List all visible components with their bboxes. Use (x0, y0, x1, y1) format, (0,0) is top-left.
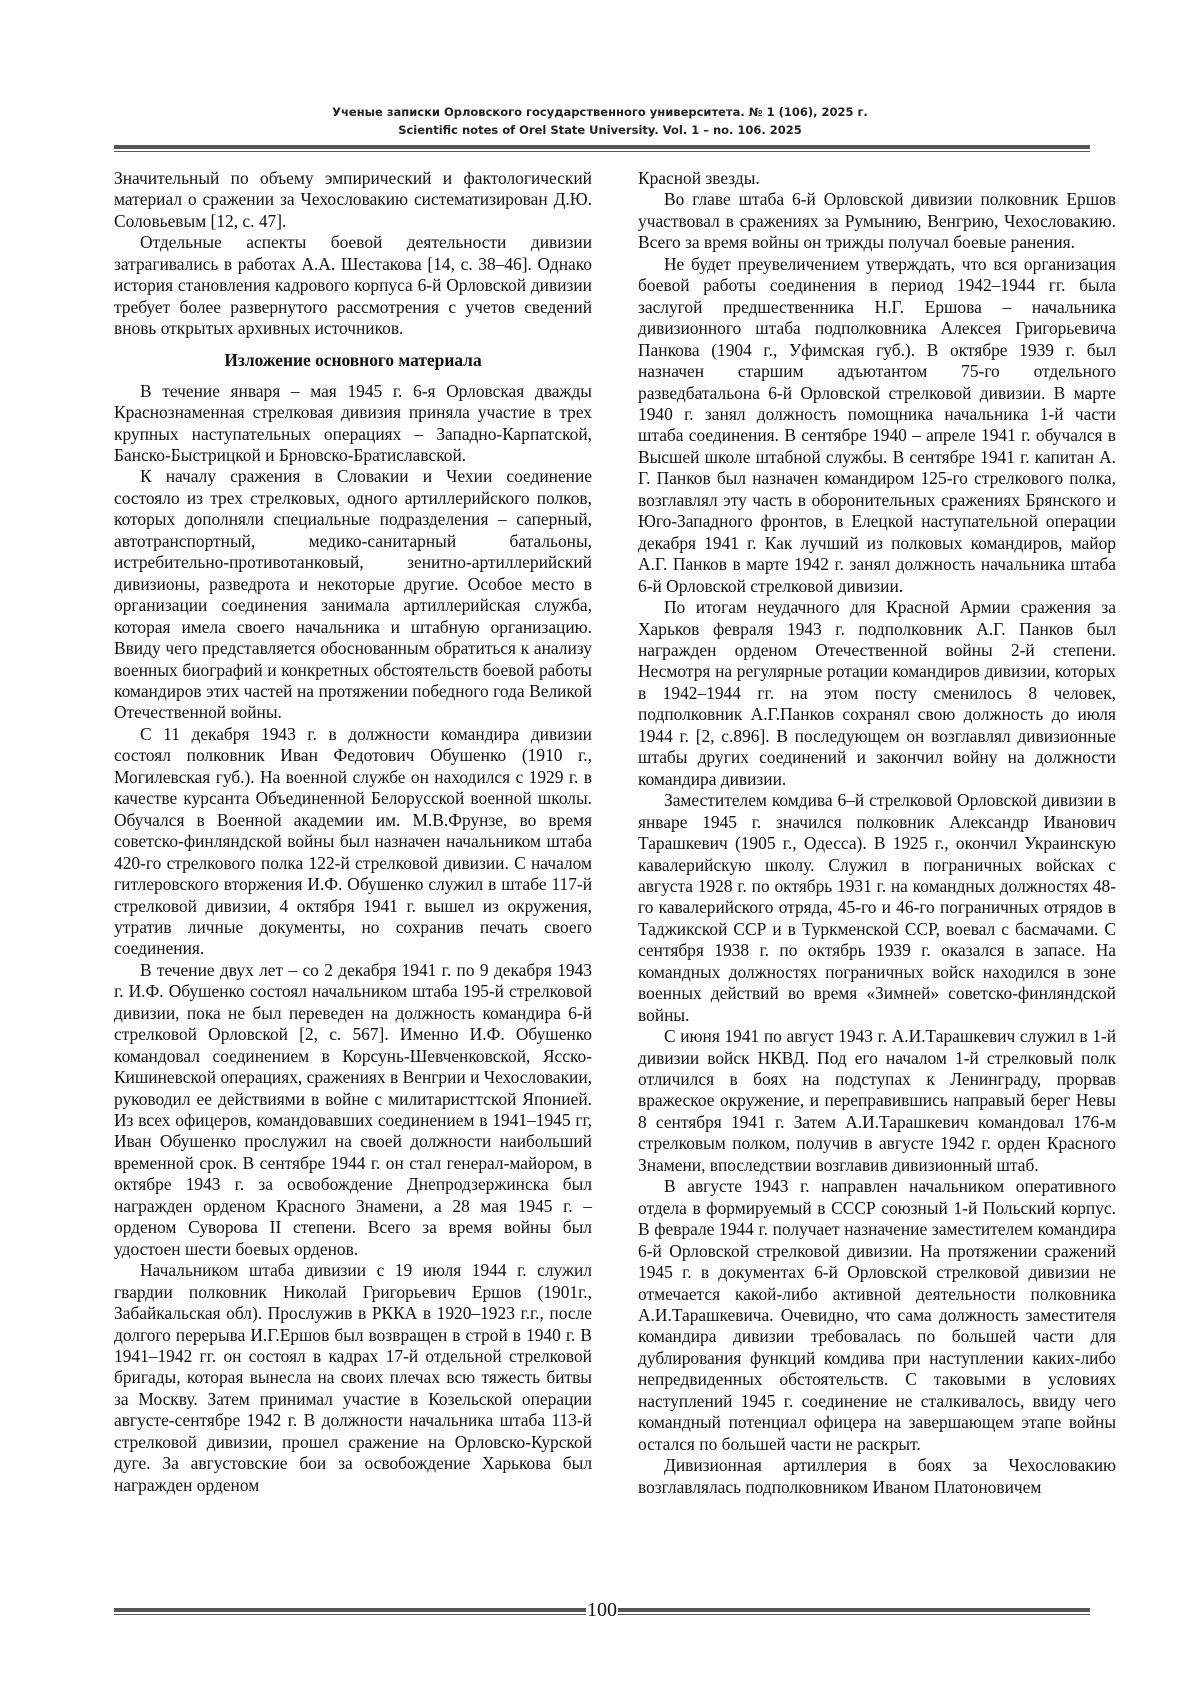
footer-rule-right-thin (618, 1614, 1090, 1615)
paragraph: В течение двух лет – со 2 декабря 1941 г. по 9 декабря 1943 г. И.Ф. Обушенко состоял начальником штаба 195-й стрелковой дивизии, пока не был переведен на должность командира 6-й стрелковой Орловской [2, с. 567]. Именно И.Ф. Обушенко командовал соединением в Корсунь-Шевченковской, Ясско-Кишиневской операциях, сражениях в Венгрии и Чехословакии, руководил ее действиями в войне с милитаристтской Японией. Из всех офицеров, командовавших соединением в 1941–1945 гг, Иван Обушенко прослужил на своей должности наибольший временной срок. В сентябре 1944 г. он стал генерал-майором, в октябре 1943 г. за освобождение Днепродзержинска был награжден орденом Красного Знамени, а 28 мая 1945 г. – орденом Суворова II степени. Всего за время войны был удостоен шести боевых орденов. (114, 959, 592, 1259)
paragraph: Не будет преувеличением утверждать, что вся организация боевой работы соединения в период 1942–1944 гг. была заслугой предшественника Н.Г. Ершова – начальника дивизионного штаба подполковника Алексея Григорьевича Панкова (1904 г., Уфимская губ.). В октябре 1939 г. был назначен старшим адъютантом 75-го отдельного разведбатальона 6-й Орловской стрелковой дивизии. В марте 1940 г. занял должность помощника начальника 1-й части штаба соединения. В сентябре 1940 – апреле 1941 г. обучался в Высшей школе штабной службы. В сентябре 1941 г. капитан А. Г. Панков был назначен командиром 125-го стрелкового полка, возглавлял эту часть в оборонительных сражениях Брянского и Юго-Западного фронтов, в Елецкой наступательной операции декабря 1941 г. Как лучший из полковых командиров, майор А.Г. Панков в марте 1942 г. занял должность начальника штаба 6-й Орловской стрелковой дивизии. (638, 253, 1116, 596)
paragraph: С 11 декабря 1943 г. в должности командира дивизии состоял полковник Иван Федотович Обушенко (1910 г., Могилевская губ.). На военной службе он находился с 1929 г. в качестве курсанта Объединенной Белорусской военной школы. Обучался в Военной академии им. М.В.Фрунзе, во время советско-финляндской войны был назначен начальником штаба 420-го стрелкового полка 122-й стрелковой дивизии. С началом гитлеровского вторжения И.Ф. Обушенко служил в штабе 117-й стрелковой дивизии, 4 октября 1941 г. вышел из окружения, утратив личные документы, но сохранив печать своего соединения. (114, 723, 592, 959)
paragraph: К началу сражения в Словакии и Чехии соединение состояло из трех стрелковых, одного артиллерийского полков, которых дополняли специальные подразделения – саперный, автотранспортный, медико-санитарный батальоны, истребительно-противотанковый, зенитно-артиллерийский дивизионы, разведрота и некоторые другие. Особое место в организации соединения занимала артиллерийская служба, которая имела своего начальника и штабную организацию. Ввиду чего представляется обоснованным обратиться к анализу военных биографий и конкретных обстоятельств боевой работы командиров этих частей на протяжении победного года Великой Отечественной войны. (114, 466, 592, 723)
right-column (638, 168, 1116, 1498)
journal-header (0, 103, 1200, 139)
paragraph: С июня 1941 по август 1943 г. А.И.Тарашкевич служил в 1-й дивизии войск НКВД. Под его началом 1-й стрелковый полк отличился в боях на подступах к Ленинграду, прорвав вражеское окружение, и переправившись направый берег Невы 8 сентября 1941 г. Затем А.И.Тарашкевич командовал 176-м стрелковым полком, получив в августе 1942 г. орден Красного Знамени, впоследствии возглавив дивизионный штаб. (638, 1026, 1116, 1175)
footer-rule-right-thick (618, 1608, 1090, 1612)
paragraph: Значительный по объему эмпирический и фактологический материал о сражении за Чехословакию систематизирован Д.Ю. Соловьевым [12, с. 47]. (114, 168, 592, 231)
header-line-en: Scientific notes of Orel State University. Vol. 1 – no. 106. 2025 (398, 123, 802, 137)
footer-rule-left-thick (114, 1608, 586, 1612)
paragraph: По итогам неудачного для Красной Армии сражения за Харьков февраля 1943 г. подполковник А.Г. Панков был награжден орденом Отечественной войны 2-й степени. Несмотря на регулярные ротации командиров дивизии, которых в 1942–1944 гг. на этом посту сменилось 8 человек, подполковник А.Г.Панков сохранял свою должность до июля 1944 г. [2, с.896]. В последующем он возглавлял дивизионные штабы других соединений и закончил войну на должности командира дивизии. (638, 597, 1116, 789)
footer-rule-left-thin (114, 1614, 586, 1615)
paragraph: Начальником штаба дивизии с 19 июля 1944 г. служил гвардии полковник Николай Григорьевич Ершов (1901г., Забайкальская обл). Прослужив в РККА в 1920–1923 г.г., после долгого перерыва И.Г.Ершов был возвращен в строй в 1940 г. В 1941–1942 гг. он состоял в кадрах 17-й отдельной стрелковой бригады, которая вынесла на своих плечах всю тяжесть битвы за Москву. Затем принимал участие в Козельской операции августе-сентябре 1942 г. В должности начальника штаба 113-й стрелковой дивизии, прошел сражение на Орловско-Курской дуге. За августовские бои за освобождение Харькова был награжден орденом (114, 1260, 592, 1495)
header-rule-thick (114, 145, 1090, 149)
header-line-ru: Ученые записки Орловского государственного университета. № 1 (106), 2025 г. (332, 105, 868, 119)
paragraph: В августе 1943 г. направлен начальником оперативного отдела в формируемый в СССР союзный 1-й Польский корпус. В феврале 1944 г. получает назначение заместителем командира 6-й Орловской стрелковой дивизии. На протяжении сражений 1945 г. в документах 6-й Орловской стрелковой дивизии не отмечается какой-либо активной деятельности полковника А.И.Тарашкевича. Очевидно, что сама должность заместителя командира дивизии требовалась по большей части для дублирования функций комдива при наступлении каких-либо непредвиденных обстоятельств. С таковыми в условиях наступлений 1945 г. соединение не сталкивалось, ввиду чего командный потенциал офицера на завершающем этапе войны остался по большей части не раскрыт. (638, 1176, 1116, 1454)
paragraph: Заместителем комдива 6–й стрелковой Орловской дивизии в январе 1945 г. значился полковник Александр Иванович Тарашкевич (1905 г., Одесса). В 1925 г., окончил Украинскую кавалерийскую школу. Служил в пограничных войсках с августа 1928 г. по октябрь 1931 г. на командных должностях 48-го кавалерийского отряда, 45-го и 46-го пограничных отрядов в Таджикской ССР и в Туркменской ССР, воевал с басмачами. С сентября 1938 г. по октябрь 1939 г. оказался в запасе. На командных должностях пограничных войск находился в зоне военных действий во время «Зимней» советско-финляндской войны. (638, 790, 1116, 1025)
paragraph: Красной звезды. (638, 168, 760, 188)
header-rule-thin (114, 151, 1090, 152)
paragraph: Во главе штаба 6-й Орловской дивизии полковник Ершов участвовал в сражениях за Румынию, Венгрию, Чехословакию. Всего за время войны он трижды получал боевые ранения. (638, 189, 1116, 253)
paragraph: Дивизионная артиллерия в боях за Чехословакию возглавлялась подполковником Иваном Платоновичем (638, 1455, 1116, 1497)
paragraph: В течение января – мая 1945 г. 6-я Орловская дважды Краснознаменная стрелковая дивизия приняла участие в трех крупных наступательных операциях – Западно-Карпатской, Банско-Быстрицкой и Брновско-Братиславской. (114, 380, 592, 465)
page-number: 100 (587, 1599, 617, 1621)
left-column (114, 168, 592, 1496)
paragraph: Отдельные аспекты боевой деятельности дивизии затрагивались в работах А.А. Шестакова [14, с. 38–46]. Однако история становления кадрового корпуса 6-й Орловской дивизии требует более развернутого рассмотрения с учетов сведений вновь открытых архивных источников. (114, 232, 592, 339)
section-heading: Изложение основного материала (224, 349, 482, 370)
